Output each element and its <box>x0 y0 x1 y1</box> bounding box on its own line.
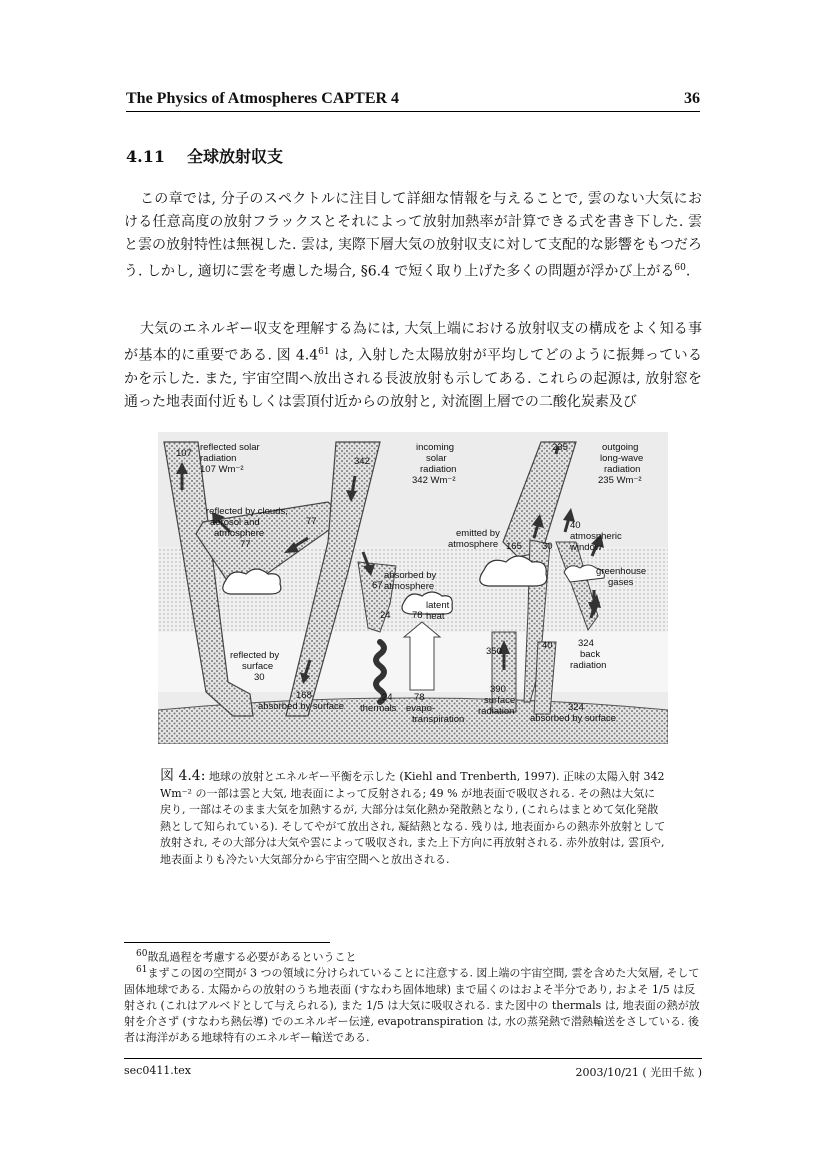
energy-balance-diagram <box>158 432 668 744</box>
svg-text:absorbed by surface: absorbed by surface <box>530 713 617 724</box>
label-78-top: 78 <box>412 610 423 621</box>
footnote-ref-60: 60 <box>674 263 686 273</box>
svg-text:emitted by: emitted by <box>456 528 500 539</box>
figure-caption <box>160 768 666 868</box>
svg-text:40: 40 <box>570 520 581 531</box>
footnote-61: $^{61}$まずこの図の空間が 3 つの領域に分けられていることに注意する. 図上端の宇宙空間, 雲を含めた大気層, そして固体地球である. 太陽からの放射のうち地表面 (すなわち固体地球) まで届くのはおよそ半分であり, およそ 1/5 は反射され (これはアルベドとして与えられる), また 1/5 は大気に吸収される. また図中の thermals は, 地表面の熱が放射を介さず (すなわち熱伝導) でのエネルギー伝達, evapotranspiration は, 水の蒸発熱で潜熱輸送をさしている. 後者は海洋がある地球特有のエネルギー輸送である. <box>124 965 700 1044</box>
svg-text:atmospheric: atmospheric <box>570 531 622 542</box>
footer-date: 2003/10/21 ( 光田千紘 ) <box>575 1066 702 1079</box>
label-77: 77 <box>306 516 317 527</box>
svg-text:24: 24 <box>382 692 393 703</box>
header-rule <box>126 111 700 112</box>
section-number: 4.11 <box>126 147 165 166</box>
svg-text:solar: solar <box>426 453 447 464</box>
paragraph-1: この章では, 分子のスペクトルに注目して詳細な情報を与えることで, 雲のない大気における任意高度の放射フラックスとそれによって放射加熱率が計算できる式を書き下した. 雲と雲の放射特性は無視した. 雲は, 実際下層大気の放射収支に対して支配的な影響をもつだろう. しかし, 適切に雲を考慮した場合, §6.4 で短く取り上げた多くの問題が浮かび上がる$^{60}$. <box>124 191 702 280</box>
svg-text:heat: heat <box>426 611 445 622</box>
page-number: 36 <box>684 90 700 107</box>
paragraph-2: 大気のエネルギー収支を理解する為には, 大気上端における放射収支の構成をよく知る事が基本的に重要である. 図 $4.4^{61}$ は, 入射した太陽放射が平均してどのように振舞っているかを示した. また, 宇宙空間へ放出される長波放射も示してある. これらの起源は, 放射窓を通った地表面付近もしくは雲頂付近からの放射と, 対流圏上層での二酸化炭素及び <box>124 321 702 410</box>
section-heading <box>126 144 305 167</box>
label-165: 165 <box>506 541 522 552</box>
running-header <box>126 90 700 110</box>
svg-text:78: 78 <box>414 692 425 703</box>
svg-text:reflected solar: reflected solar <box>200 442 260 453</box>
svg-text:long-wave: long-wave <box>600 453 644 464</box>
svg-text:radiation: radiation <box>420 464 457 475</box>
svg-text:incoming: incoming <box>416 442 455 453</box>
svg-text:greenhouse: greenhouse <box>596 566 647 577</box>
caption-text: 地球の放射とエネルギー平衡を示した (Kiehl and Trenberth, 1997). 正味の太陽入射 342 Wm⁻² の一部は雲と大気, 地表面によって反射される; 49 % が地表面で吸収される. その熱は大気に戻り, 一部はそのまま大気を加熱するが, 大部分は気化熱か発散熱となり, (これらはまとめて気化発散熱として知られている). そしてやがて放出され, 凝結熱となる. 残りは, 地表面からの熱赤外放射として放射され, その大部分は大気や雲によって吸収され, また上下方向に再放射される. 赤外放射は, 雲頂や, 地表面よりも冷たい大気部分から宇宙空間へと放出される. <box>160 770 666 866</box>
footnote-ref-61: 61 <box>318 347 330 357</box>
svg-text:324: 324 <box>578 638 594 649</box>
svg-text:radiation: radiation <box>570 660 607 671</box>
svg-text:transpiration: transpiration <box>412 714 465 725</box>
svg-text:390: 390 <box>490 684 506 695</box>
footer-file: sec0411.tex <box>124 1064 191 1077</box>
svg-text:342 Wm⁻²: 342 Wm⁻² <box>412 475 456 486</box>
svg-text:absorbed by surface: absorbed by surface <box>258 701 345 712</box>
svg-text:atmosphere: atmosphere <box>448 539 499 550</box>
svg-text:30: 30 <box>254 672 265 683</box>
section-title: 全球放射収支 <box>186 147 283 166</box>
svg-text:168: 168 <box>296 690 312 701</box>
svg-text:surface: surface <box>484 695 516 706</box>
caption-label: 図 4.4: <box>160 768 206 784</box>
svg-text:absorbed by: absorbed by <box>384 570 437 581</box>
footnote-60: $^{60}$散乱過程を考慮する必要があるということ <box>136 949 357 964</box>
label-40: 40 <box>542 640 553 651</box>
svg-text:324: 324 <box>568 702 584 713</box>
header-title: The Physics of Atmospheres CAPTER 4 <box>126 90 400 107</box>
svg-text:reflected by clouds,: reflected by clouds, <box>206 506 288 517</box>
svg-text:107 Wm⁻²: 107 Wm⁻² <box>200 464 244 475</box>
label-107: 107 <box>176 448 192 459</box>
svg-text:radiation: radiation <box>478 706 515 717</box>
label-24-top: 24 <box>380 610 391 621</box>
svg-text:evapo-: evapo- <box>406 703 436 714</box>
svg-text:atmosphere: atmosphere <box>214 528 265 539</box>
svg-text:back: back <box>580 649 601 660</box>
label-342: 342 <box>354 456 370 467</box>
footer-rule <box>124 1058 702 1059</box>
svg-text:235 Wm⁻²: 235 Wm⁻² <box>598 475 642 486</box>
svg-text:77: 77 <box>240 539 251 550</box>
label-235: 235 <box>552 442 568 453</box>
svg-text:surface: surface <box>242 661 274 672</box>
svg-text:thermals: thermals <box>360 703 397 714</box>
svg-text:outgoing: outgoing <box>602 442 639 453</box>
footnote-rule <box>124 942 330 943</box>
energy-balance-figure <box>158 432 668 744</box>
label-67: 67 <box>372 580 383 591</box>
svg-text:latent: latent <box>426 600 450 611</box>
svg-text:radiation: radiation <box>604 464 641 475</box>
svg-text:radiation: radiation <box>200 453 237 464</box>
svg-text:atmosphere: atmosphere <box>384 581 435 592</box>
svg-text:window: window <box>570 542 602 553</box>
page-footer <box>124 1064 702 1077</box>
label-30-top: 30 <box>542 541 553 552</box>
label-350: 350 <box>486 646 502 657</box>
svg-text:reflected by: reflected by <box>230 650 280 661</box>
svg-text:gases: gases <box>608 577 634 588</box>
svg-text:aerosol and: aerosol and <box>210 517 260 528</box>
